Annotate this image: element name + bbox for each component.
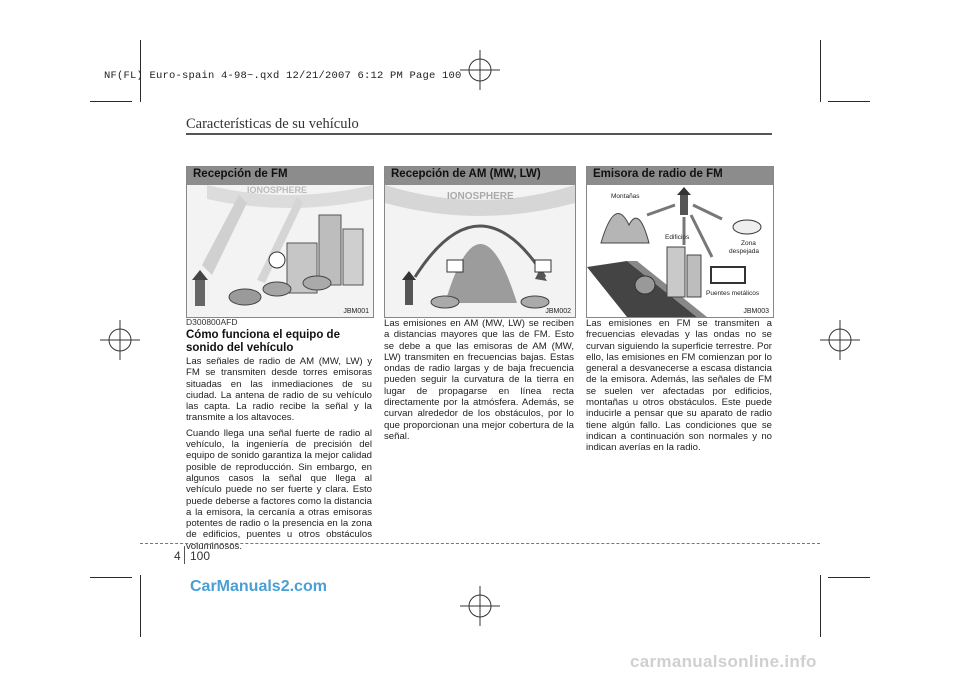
chapter-number: 4 <box>174 549 181 563</box>
paragraph: Cuando llega una señal fuerte de radio al vehículo, la ingeniería de precisión del equipo de sonido garantiza la mejor calidad posible de reproducción. Sin embargo, en algunos casos la señal que llega al vehículo puede no ser fuerte y clara. Esto puede deberse a factores como la distancia a la emisora, la cercanía a otras emisoras potentes de radio o la presencia en la zona de edificios, puentes u otros obstáculos voluminosos. <box>186 427 372 552</box>
registration-mark-top <box>460 50 500 90</box>
label-despejada: despejada <box>729 248 759 255</box>
crop-mark <box>90 577 132 578</box>
ionosphere-label: IONOSPHERE <box>447 191 514 202</box>
section-title: Características de su vehículo <box>186 116 359 132</box>
label-montanas: Montañas <box>611 193 640 200</box>
crop-mark <box>90 101 132 102</box>
paragraph: Las emisiones en AM (MW, LW) se reciben a distancias mayores que las de FM. Esto se debe a que las emisoras de AM (MW, LW) transmiten en frecuencias bajas. Estas ondas de radio largas y de baja frecuencia pueden seguir la curvatura de la tierra en lugar de propagarse en línea recta directamente por la atmósfera. Además, se curvan alrededor de los obstáculos, por lo que proporcionan una mejor cobertura de la señal. <box>384 318 574 442</box>
fm-station-illustration <box>587 185 773 317</box>
figure-fm-station <box>586 166 774 318</box>
figure-code: JBM002 <box>545 308 571 315</box>
am-reception-illustration <box>385 185 575 317</box>
figure-am-reception <box>384 166 576 318</box>
page-number: 100 <box>190 549 211 563</box>
label-puentes: Puentes metálicos <box>706 290 760 297</box>
figure-title: Recepción de AM (MW, LW) <box>391 168 541 180</box>
paragraph: Las emisiones en FM se transmiten a frecuencias elevadas y las ondas no se curvan siguiendo la superficie terrestre. Por ello, las emisiones en FM comienzan por lo general a desvanecerse a escasa distancia de la emisora. Además, las señales de FM se suelen ver afectadas por edificios, montañas u otros obstáculos. Este puede inducirle a pensar que su aparato de radio tiene algún fallo. Las condiciones que se indican a continuación son normales y no indican averías en la radio. <box>586 318 772 454</box>
crop-mark <box>828 101 870 102</box>
print-slug: NF(FL) Euro-spain 4-98~.qxd 12/21/2007 6:12 PM Page 100 <box>104 70 462 82</box>
registration-mark-left <box>100 320 140 360</box>
figure-header <box>187 167 373 185</box>
section-heading: Cómo funciona el equipo de sonido del vehículo <box>186 329 340 354</box>
column1-text <box>186 356 372 556</box>
watermark-carmanualsonline[interactable]: carmanualsonline.info <box>630 652 817 671</box>
crop-mark <box>820 40 821 102</box>
label-zona: Zona <box>741 240 756 247</box>
crop-mark <box>828 577 870 578</box>
figure-title: Recepción de FM <box>193 168 288 180</box>
paragraph: Las señales de radio de AM (MW, LW) y FM se transmiten desde torres emisoras situadas en las inmediaciones de su ciudad. La antena de radio de su vehículo las capta. La radio recibe la señal y la transmite a los altavoces. <box>186 356 372 424</box>
registration-mark-right <box>820 320 860 360</box>
ionosphere-label: IONOSPHERE <box>247 185 308 195</box>
crop-mark <box>140 575 141 637</box>
crop-mark <box>820 575 821 637</box>
figure-title: Emisora de radio de FM <box>593 168 723 180</box>
figure-header <box>587 167 773 185</box>
column3-text <box>586 318 772 458</box>
figure-code: JBM003 <box>743 308 769 315</box>
figure-header <box>385 167 575 185</box>
fm-reception-illustration <box>187 185 373 317</box>
page-divider <box>184 546 185 564</box>
figure-fm-reception <box>186 166 374 318</box>
title-rule <box>186 133 772 135</box>
figure-code: JBM001 <box>343 308 369 315</box>
label-edificios: Edificios <box>665 234 690 241</box>
section-code: D300800AFD <box>186 317 238 327</box>
footer-rule <box>140 543 820 544</box>
column2-text <box>384 318 574 446</box>
registration-mark-bottom <box>460 586 500 626</box>
watermark-carmanuals2[interactable]: CarManuals2.com <box>190 578 327 595</box>
